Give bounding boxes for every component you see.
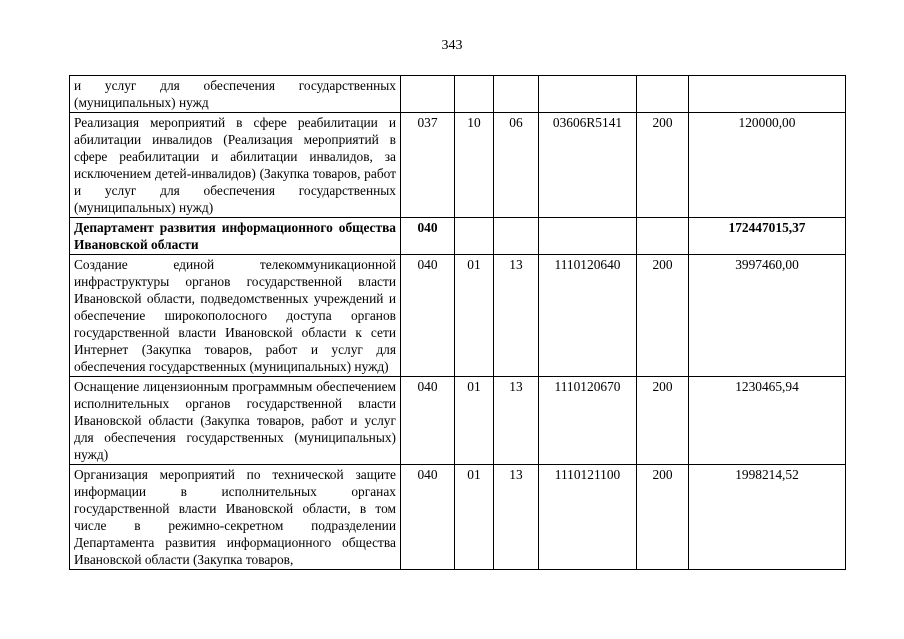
ministry-code: 037 xyxy=(401,113,455,218)
table-row xyxy=(70,218,846,255)
page-number: 343 xyxy=(441,38,463,53)
row-description: Реализация мероприятий в сфере реабилитации и абилитации инвалидов (Реализация мероприятий в сфере реабилитации и абилитации инвалидов, за исключением детей-инвалидов) (Закупка товаров, работ и услуг для обеспечения государственных (муниципальных) нужд) xyxy=(70,113,401,218)
target-article-code xyxy=(539,76,637,113)
row-description: Оснащение лицензионным программным обеспечением исполнительных органов государственной власти Ивановской области (Закупка товаров, работ и услуг для обеспечения государственных (муниципальных) нужд) xyxy=(70,377,401,465)
expense-type-code: 200 xyxy=(637,113,689,218)
amount: 120000,00 xyxy=(689,113,846,218)
target-article-code: 1110120640 xyxy=(539,255,637,377)
expense-type-code xyxy=(637,218,689,255)
target-article-code: 03606R5141 xyxy=(539,113,637,218)
target-article-code: 1110120670 xyxy=(539,377,637,465)
subsection-code xyxy=(494,218,539,255)
ministry-code: 040 xyxy=(401,218,455,255)
ministry-code: 040 xyxy=(401,377,455,465)
section-code: 10 xyxy=(455,113,494,218)
section-code xyxy=(455,218,494,255)
expense-type-code: 200 xyxy=(637,377,689,465)
subsection-code: 13 xyxy=(494,255,539,377)
subsection-code: 13 xyxy=(494,377,539,465)
ministry-code xyxy=(401,76,455,113)
expense-type-code xyxy=(637,76,689,113)
row-description: и услуг для обеспечения государственных (муниципальных) нужд xyxy=(70,76,401,113)
ministry-code: 040 xyxy=(401,255,455,377)
section-code: 01 xyxy=(455,255,494,377)
row-description: Департамент развития информационного общества Ивановской области xyxy=(70,218,401,255)
section-code xyxy=(455,76,494,113)
amount xyxy=(689,76,846,113)
subsection-code xyxy=(494,76,539,113)
row-description: Организация мероприятий по технической защите информации в исполнительных органах государственной власти Ивановской области, в том числе в режимно-секретном подразделении Департамента развития информационного общества Ивановской области (Закупка товаров, xyxy=(70,465,401,570)
section-code: 01 xyxy=(455,377,494,465)
section-code: 01 xyxy=(455,465,494,570)
target-article-code xyxy=(539,218,637,255)
amount: 3997460,00 xyxy=(689,255,846,377)
table-row xyxy=(70,465,846,570)
row-description: Создание единой телекоммуникационной инфраструктуры органов государственной власти Ивановской области, подведомственных учреждений и обеспечение широкополосного доступа органов государственной власти Ивановской области к сети Интернет (Закупка товаров, работ и услуг для обеспечения государственных (муниципальных) нужд) xyxy=(70,255,401,377)
expense-type-code: 200 xyxy=(637,255,689,377)
target-article-code: 1110121100 xyxy=(539,465,637,570)
table-row xyxy=(70,76,846,113)
expense-type-code: 200 xyxy=(637,465,689,570)
subsection-code: 13 xyxy=(494,465,539,570)
amount: 1230465,94 xyxy=(689,377,846,465)
subsection-code: 06 xyxy=(494,113,539,218)
amount: 172447015,37 xyxy=(689,218,846,255)
budget-table xyxy=(69,75,846,570)
table-row xyxy=(70,113,846,218)
ministry-code: 040 xyxy=(401,465,455,570)
amount: 1998214,52 xyxy=(689,465,846,570)
table-row xyxy=(70,255,846,377)
table-row xyxy=(70,377,846,465)
